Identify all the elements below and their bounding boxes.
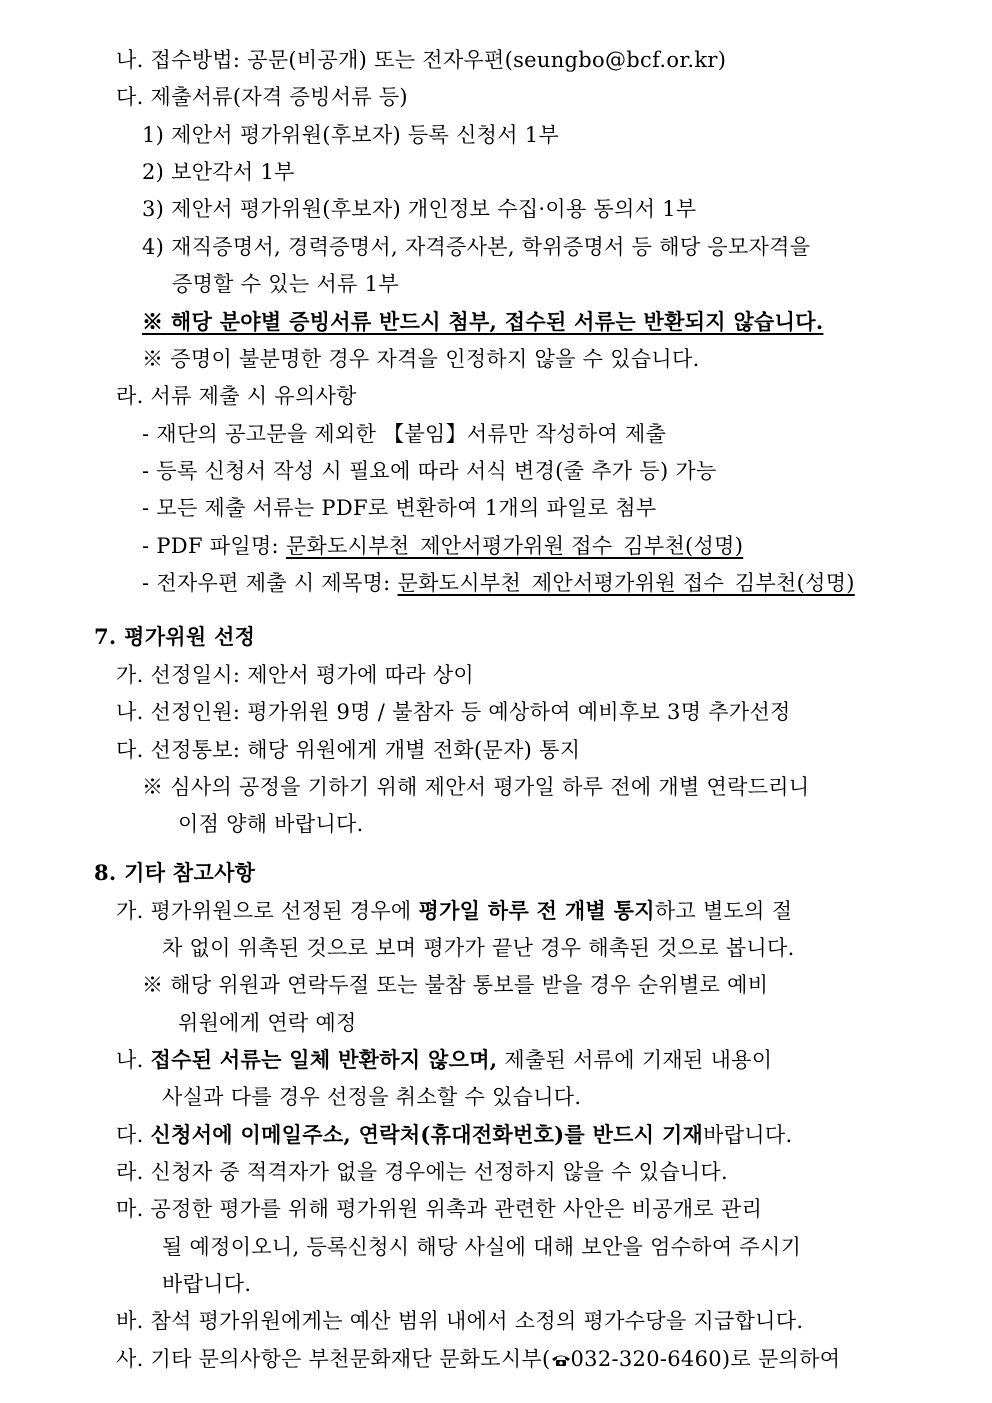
caution-item-1: - 재단의 공고문을 제외한 【붙임】서류만 작성하여 제출	[142, 422, 667, 446]
item-b-suffix: 제출된 서류에 기재된 내용이	[497, 1048, 773, 1072]
section-8-item-a-note1: ※ 해당 위원과 연락두절 또는 불참 통보를 받을 경우 순위별로 예비	[142, 973, 769, 997]
item-a-bold: 평가일 하루 전 개별 통지	[418, 898, 655, 923]
section-8-item-a-note2: 위원에게 연락 예정	[178, 1011, 357, 1035]
section-7-note-line1: ※ 심사의 공정을 기하기 위해 제안서 평가일 하루 전에 개별 연락드리니	[142, 775, 810, 799]
item-c-suffix: 바랍니다.	[703, 1123, 793, 1147]
caution-item-2: - 등록 신청서 작성 시 필요에 따라 서식 변경(줄 추가 등) 가능	[142, 459, 717, 483]
section-8-item-c	[116, 1120, 792, 1150]
contact-phone-number: 032-320-6460	[570, 1347, 722, 1371]
section-7-item-3: 다. 선정통보: 해당 위원에게 개별 전화(문자) 통지	[116, 738, 581, 762]
phone-icon	[551, 1353, 571, 1367]
email-subject-line	[142, 568, 855, 598]
section-8-item-e: 마. 공정한 평가를 위해 평가위원 위촉과 관련한 사안은 비공개로 관리	[116, 1197, 763, 1221]
item-b-bold: 접수된 서류는 일체 반환하지 않으며,	[150, 1047, 498, 1072]
pdf-filename-line	[142, 531, 743, 561]
docs-title: 다. 제출서류(자격 증빙서류 등)	[116, 85, 408, 109]
section-8-item-a	[116, 896, 792, 926]
section-8-item-g	[116, 1344, 840, 1374]
section-7-title: 7. 평가위원 선정	[94, 624, 256, 649]
doc-item-1: 1) 제안서 평가위원(후보자) 등록 신청서 1부	[142, 123, 560, 147]
item-g-prefix: 사. 기타 문의사항은 부천문화재단 문화도시부(	[116, 1347, 551, 1371]
section-8-title: 8. 기타 참고사항	[94, 860, 256, 885]
email-subject-label: - 전자우편 제출 시 제목명:	[142, 571, 398, 595]
section-8-item-b-cont: 사실과 다를 경우 선정을 취소할 수 있습니다.	[162, 1085, 582, 1109]
email-subject-value: 문화도시부천_제안서평가위원 접수_김부천(성명)	[397, 571, 855, 595]
section-7-item-2: 나. 선정인원: 평가위원 9명 / 불참자 등 예상하여 예비후보 3명 추가선정	[116, 700, 791, 724]
section-7-item-1: 가. 선정일시: 제안서 평가에 따라 상이	[116, 663, 475, 687]
section-8-item-d: 라. 신청자 중 적격자가 없을 경우에는 선정하지 않을 수 있습니다.	[116, 1160, 728, 1184]
receipt-method: 나. 접수방법: 공문(비공개) 또는 전자우편(seungbo@bcf.or.kr)	[116, 48, 727, 72]
section-8-item-e-cont1: 될 예정이오니, 등록신청시 해당 사실에 대해 보안을 엄수하여 주시기	[162, 1235, 802, 1259]
item-c-prefix: 다.	[116, 1123, 151, 1147]
section-8-item-e-cont2: 바랍니다.	[162, 1272, 252, 1296]
pdf-filename-label: - PDF 파일명:	[142, 534, 286, 558]
doc-item-2: 2) 보안각서 1부	[142, 160, 295, 184]
section-8-item-b	[116, 1045, 772, 1075]
section-8-item-a-cont: 차 없이 위촉된 것으로 보며 평가가 끝난 경우 해촉된 것으로 봅니다.	[162, 936, 795, 960]
doc-item-4-cont: 증명할 수 있는 서류 1부	[172, 272, 399, 296]
item-a-text: 가. 평가위원으로 선정된 경우에	[116, 899, 419, 923]
notice-bold: ※ 해당 분야별 증빙서류 반드시 첨부, 접수된 서류는 반환되지 않습니다.	[142, 309, 824, 334]
item-c-bold: 신청서에 이메일주소, 연락처(휴대전화번호)를 반드시 기재	[150, 1122, 704, 1147]
section-8-item-f: 바. 참석 평가위원에게는 예산 범위 내에서 소정의 평가수당을 지급합니다.	[116, 1309, 804, 1333]
caution-item-3: - 모든 제출 서류는 PDF로 변환하여 1개의 파일로 첨부	[142, 496, 657, 520]
doc-item-3: 3) 제안서 평가위원(후보자) 개인정보 수집·이용 동의서 1부	[142, 197, 697, 221]
caution-title: 라. 서류 제출 시 유의사항	[116, 384, 357, 408]
section-7-note-line2: 이점 양해 바랍니다.	[178, 812, 364, 836]
notice-2: ※ 증명이 불분명한 경우 자격을 인정하지 않을 수 있습니다.	[142, 347, 700, 371]
doc-item-4: 4) 재직증명서, 경력증명서, 자격증사본, 학위증명서 등 해당 응모자격을	[142, 235, 811, 259]
item-b-prefix: 나.	[116, 1048, 151, 1072]
pdf-filename-value: 문화도시부천_제안서평가위원 접수_김부천(성명)	[285, 534, 744, 558]
item-a-suffix: 하고 별도의 절	[654, 899, 793, 923]
item-g-suffix: )로 문의하여	[721, 1347, 841, 1371]
